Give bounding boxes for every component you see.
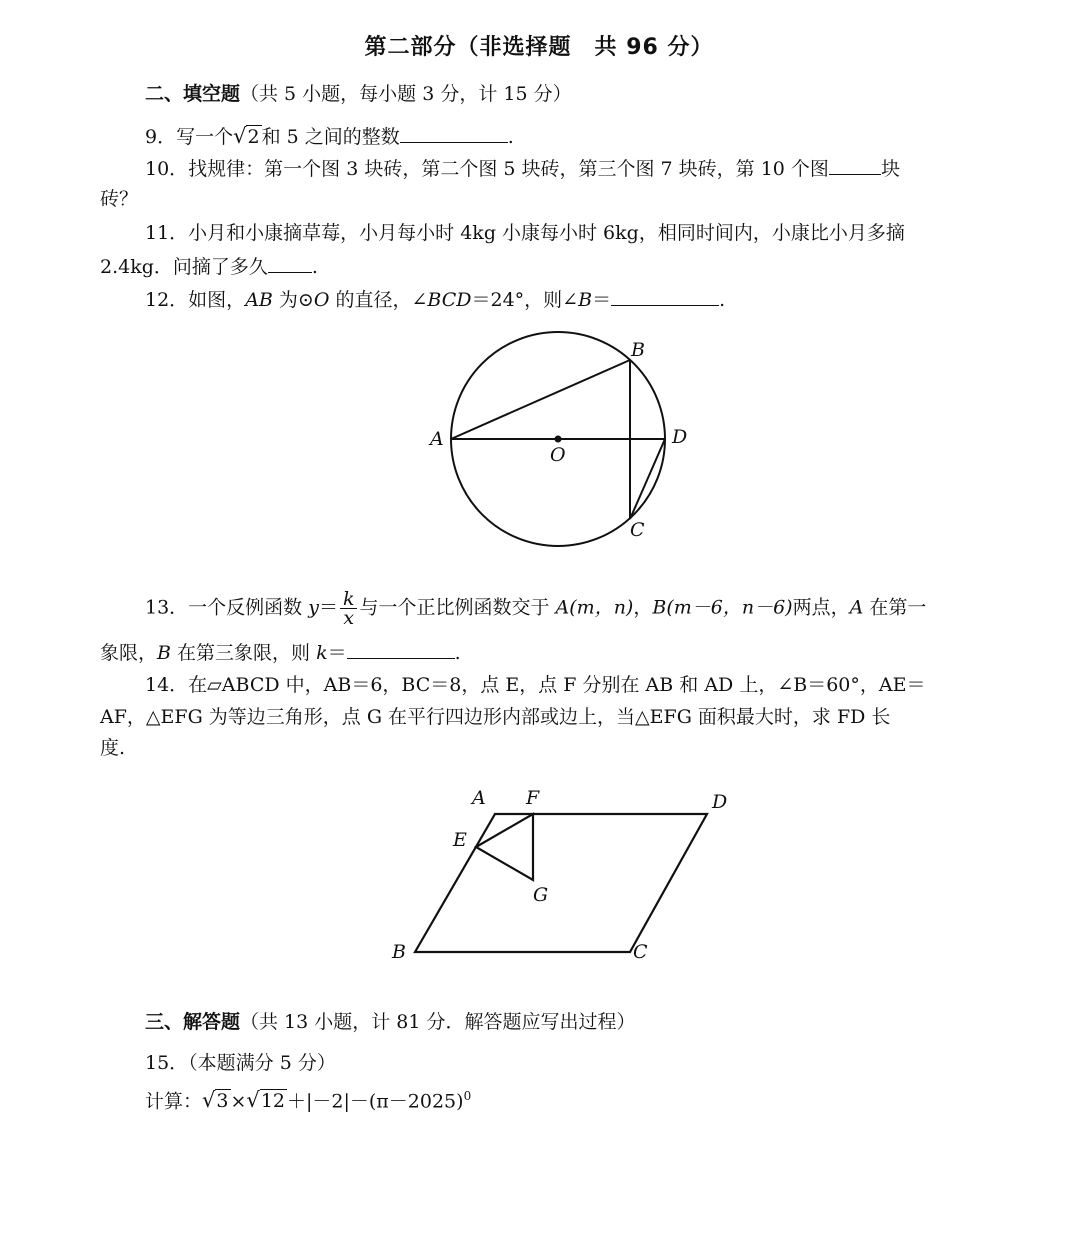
q12-text-d: ＝24°，则∠ <box>471 289 579 311</box>
q12-end: . <box>719 289 726 311</box>
sqrt-12: √12 <box>246 1088 285 1113</box>
q13-line2-b: 在第三象限，则 <box>170 642 317 664</box>
q14-line3: 度. <box>100 737 126 759</box>
q9-text-a: 9．写一个 <box>145 126 234 148</box>
q14-line1: 14．在▱ABCD 中，AB＝6，BC＝8，点 E，点 F 分别在 AB 和 AD 上，∠B＝60°，AE＝ <box>145 674 926 696</box>
q13-point-b: B <box>652 596 667 619</box>
q12-ab: AB <box>245 289 273 311</box>
q11-answer-blank[interactable] <box>268 254 312 273</box>
fraction-k-over-x <box>340 590 358 627</box>
q13-line2-c: ＝ <box>327 642 347 664</box>
q14-line2: AF，△EFG 为等边三角形，点 G 在平行四边形内部或边上，当△EFG 面积最大时，求 FD 长 <box>100 706 891 728</box>
q9-end: . <box>507 126 514 148</box>
question-13 <box>145 590 926 627</box>
q13-point-a-args: (m，n) <box>569 596 634 619</box>
label-c: C <box>630 519 645 541</box>
label-a: A <box>430 428 444 450</box>
q13-end: . <box>454 642 461 664</box>
section-2-label: 二、填空题 <box>145 83 241 105</box>
section-3-heading <box>145 1010 636 1034</box>
q12-b: B <box>578 289 593 311</box>
center-dot <box>555 436 562 443</box>
question-15-calc <box>145 1084 471 1113</box>
q13-y: y <box>308 596 319 619</box>
figure-12-circle <box>420 330 710 560</box>
section-3-label: 三、解答题 <box>145 1011 241 1033</box>
label-a: A <box>472 787 486 809</box>
q11-line2: 2.4kg．问摘了多久 <box>100 256 268 278</box>
q11-end: . <box>311 256 318 278</box>
question-9 <box>145 124 514 149</box>
q15-expression-rest: ＋|－2|－(π－2025) <box>287 1090 464 1113</box>
label-o: O <box>550 444 566 466</box>
q15-radicand-1: 3 <box>216 1090 229 1113</box>
q13-text-c: ， <box>633 596 653 619</box>
q12-text-c: 的直径，∠ <box>329 289 428 311</box>
q13-k: k <box>316 642 328 664</box>
q9-text-b: 和 5 之间的整数 <box>261 126 400 148</box>
q10-line2: 砖？ <box>100 188 139 210</box>
label-c: C <box>633 941 648 963</box>
q12-text-a: 12．如图， <box>145 289 246 311</box>
q15-times: × <box>230 1090 247 1113</box>
q13-text-e: 在第一 <box>863 596 927 619</box>
label-f: F <box>526 787 540 809</box>
q12-text-b: 为⊙ <box>272 289 314 311</box>
q10-line1-end: 块 <box>880 158 900 180</box>
q13-line2-a: 象限， <box>100 642 158 664</box>
q10-line1: 10．找规律：第一个图 3 块砖，第二个图 5 块砖，第三个图 7 块砖，第 10 个图 <box>145 158 829 180</box>
label-d: D <box>672 426 688 448</box>
segment-cd <box>630 439 665 519</box>
question-10 <box>145 156 900 181</box>
q13-answer-blank[interactable] <box>347 640 455 659</box>
fraction-denominator: x <box>343 607 355 629</box>
section-2-heading <box>145 82 572 106</box>
label-e: E <box>453 829 467 851</box>
q15-calc-label: 计算： <box>145 1090 203 1113</box>
q9-radicand: 2 <box>247 126 260 148</box>
label-b: B <box>631 339 645 361</box>
part-title: 第二部分（非选择题 共 96 分） <box>364 35 714 60</box>
section-3-note: （共 13 小题，计 81 分．解答题应写出过程） <box>240 1011 636 1033</box>
question-12 <box>145 287 725 312</box>
fraction-numerator: k <box>340 590 358 609</box>
figure-14-parallelogram <box>380 785 750 970</box>
label-g: G <box>533 884 549 906</box>
q12-text-e: ＝ <box>592 289 612 311</box>
section-2-note: （共 5 小题，每小题 3 分，计 15 分） <box>240 83 572 105</box>
q15-exponent: 0 <box>463 1089 472 1103</box>
q12-o: O <box>313 289 330 311</box>
q13-point-a: A <box>555 596 570 619</box>
question-11-line2 <box>100 254 318 279</box>
sqrt-2: √2 <box>233 124 260 148</box>
q13-point-b2: B <box>157 642 171 664</box>
q9-answer-blank[interactable] <box>400 124 508 143</box>
segment-ab <box>451 360 630 439</box>
label-b: B <box>392 941 406 963</box>
q13-text-b: 与一个正比例函数交于 <box>359 596 556 619</box>
q15-radicand-2: 12 <box>260 1090 285 1113</box>
sqrt-3: √3 <box>202 1088 229 1113</box>
q13-eq: ＝ <box>318 596 338 619</box>
q13-text-a: 13．一个反例函数 <box>145 596 309 619</box>
q12-answer-blank[interactable] <box>611 287 719 306</box>
q10-answer-blank[interactable] <box>829 156 881 175</box>
q13-point-b-args: (m－6，n－6) <box>666 596 793 619</box>
q13-text-d: 两点， <box>792 596 850 619</box>
q11-line1: 11．小月和小康摘草莓，小月每小时 4kg 小康每小时 6kg，相同时间内，小康比小月多摘 <box>145 222 905 244</box>
question-13-line2 <box>100 640 461 665</box>
label-d: D <box>712 791 728 813</box>
triangle-efg <box>476 814 533 880</box>
q12-bcd: BCD <box>427 289 472 311</box>
q13-point-a2: A <box>849 596 864 619</box>
q15-label: 15．（本题满分 5 分） <box>145 1052 336 1074</box>
